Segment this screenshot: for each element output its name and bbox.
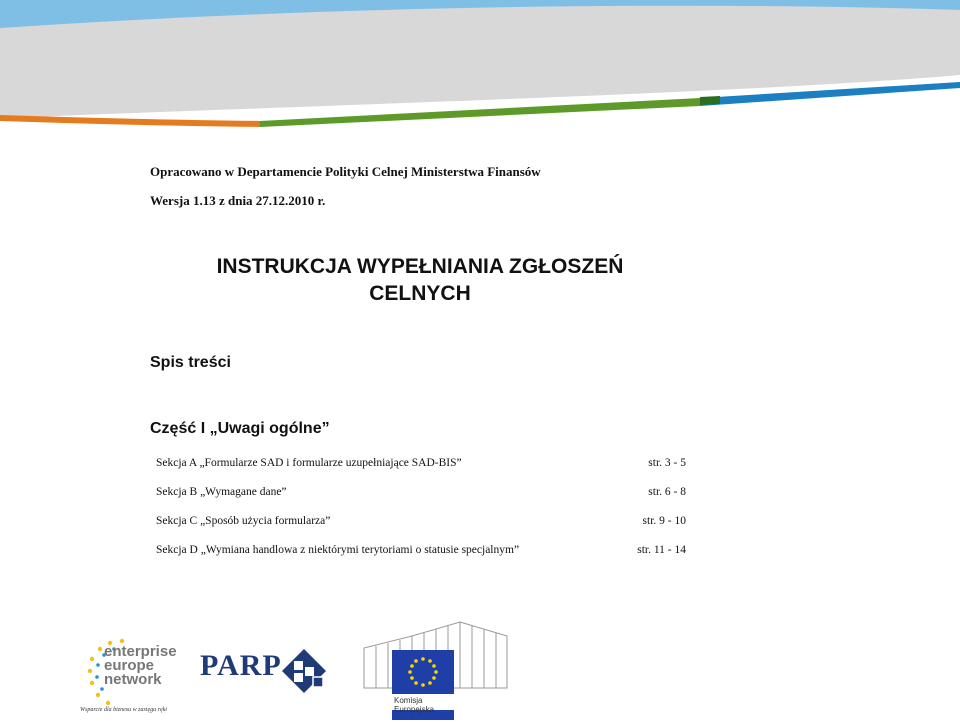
ec-label-line-2: Europejska [394,705,435,714]
toc-row-c [156,515,686,531]
document-version: Wersja 1.13 z dnia 27.12.2010 r. [150,193,326,208]
parp-wordmark: PARP [200,649,282,682]
toc-row-pages: str. 9 - 10 [642,515,686,527]
toc-row-label: Sekcja D „Wymiana handlowa z niektórymi terytoriami o statusie specjalnym” [156,544,520,556]
een-tagline: Wsparcie dla biznesu w zasięgu ręki [80,707,167,713]
toc-row-label: Sekcja A „Formularze SAD i formularze uzupełniające SAD-BIS” [156,457,462,469]
parp-logo-mark [280,647,328,695]
toc-heading: Spis treści [150,354,231,371]
ec-label [394,696,434,714]
een-line-3: network [104,671,162,688]
toc-row-pages: str. 6 - 8 [648,486,686,498]
document-origin: Opracowano w Departamencie Polityki Celnej Ministerstwa Finansów [150,164,541,179]
toc-row-pages: str. 3 - 5 [648,457,686,469]
toc-row-label: Sekcja B „Wymagane dane” [156,486,287,498]
header-banner [0,0,960,130]
footer-logos [0,615,960,720]
title-line-1: INSTRUKCJA WYPEŁNIANIA ZGŁOSZEŃ [216,255,624,278]
ec-label-line-1: Komisja [394,696,423,705]
toc-row-d [156,544,686,560]
toc-row-label: Sekcja C „Sposób użycia formularza” [156,515,331,527]
title-line-2: CELNYCH [369,282,471,305]
een-line-2: europe [104,657,155,674]
een-line-1: enterprise [104,643,177,660]
een-wordmark [104,645,177,687]
european-commission-logo [362,618,512,720]
toc-row-pages: str. 11 - 14 [637,544,686,556]
toc-row-b [156,486,686,502]
toc-row-a [156,457,686,473]
part-heading: Część I „Uwagi ogólne” [150,420,330,437]
document-title [150,253,690,307]
